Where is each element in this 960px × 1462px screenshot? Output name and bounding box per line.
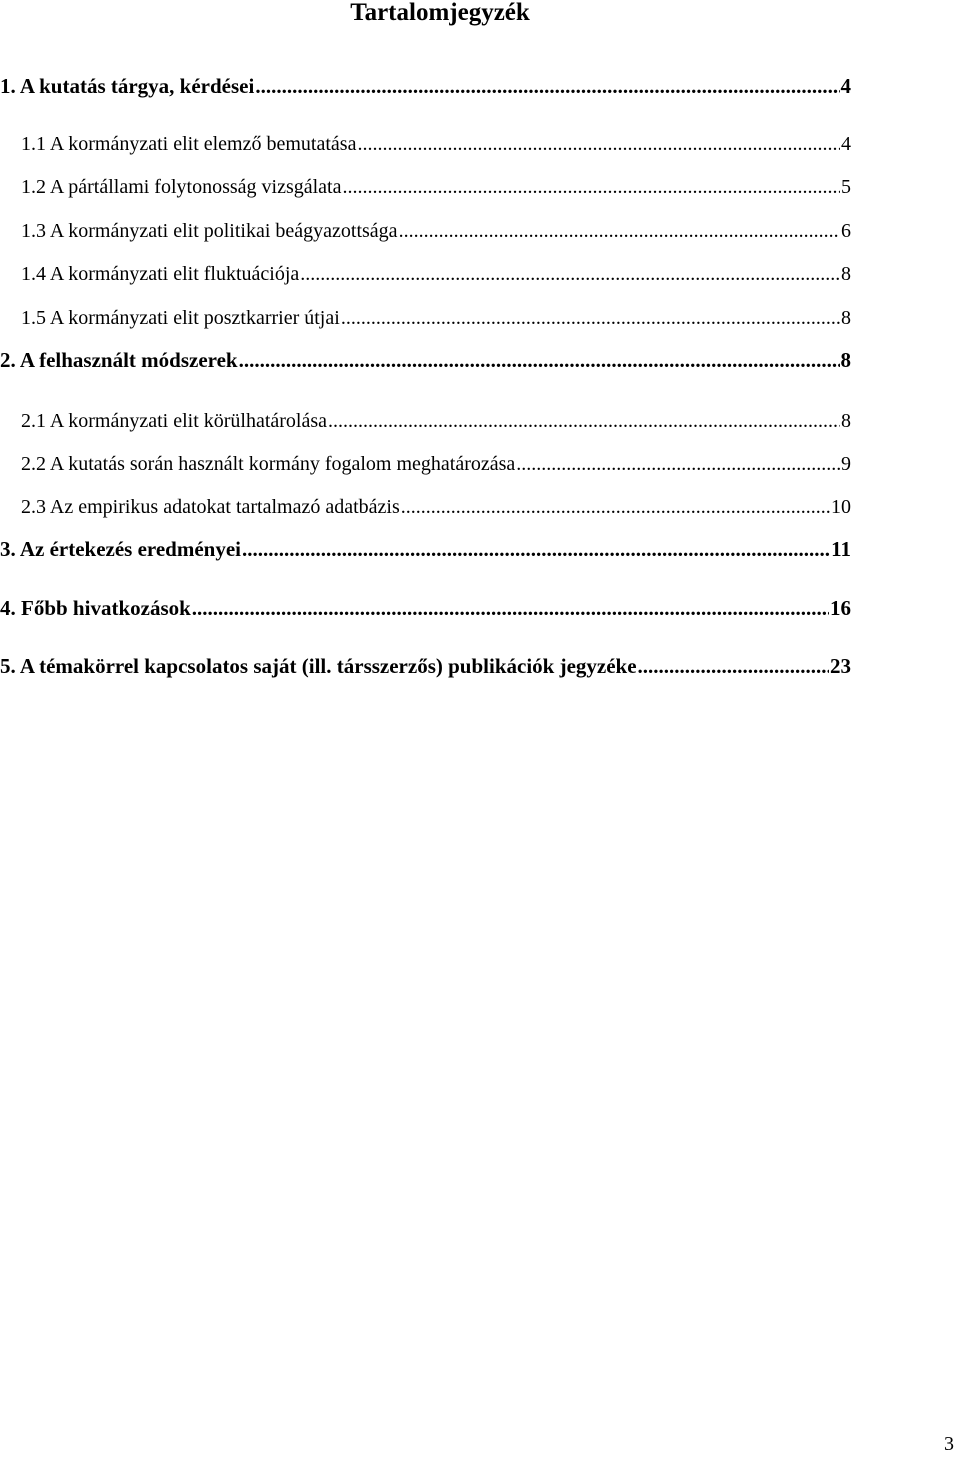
toc-entry-title: 1.4 A kormányzati elit fluktuációja	[21, 263, 300, 285]
toc-entry	[0, 302, 851, 330]
toc-entry-page: 9	[841, 453, 851, 475]
toc-dot-leader	[239, 348, 840, 373]
toc-entry-title: 2.2 A kutatás során használt kormány fogalom meghatározása	[21, 453, 516, 475]
toc-entry	[0, 345, 851, 373]
toc-title: Tartalomjegyzék	[350, 0, 530, 26]
toc-entry	[0, 448, 851, 476]
toc-entry-page: 11	[831, 537, 851, 561]
toc-entry-page: 4	[841, 133, 851, 155]
toc-entry-title: 5. A témakörrel kapcsolatos saját (ill. társszerzős) publikációk jegyzéke	[0, 654, 637, 678]
toc-dot-leader	[300, 263, 840, 286]
toc-entry-title: 4. Főbb hivatkozások	[0, 596, 191, 620]
toc-entry-title: 2.1 A kormányzati elit körülhatárolása	[21, 410, 328, 432]
toc-dot-leader	[242, 537, 830, 562]
toc-entry-page: 10	[831, 496, 851, 518]
toc-entry-title: 1.2 A pártállami folytonosság vizsgálata	[21, 176, 342, 198]
toc-dot-leader	[399, 220, 840, 243]
toc-entry-title: 2.3 Az empirikus adatokat tartalmazó adatbázis	[21, 496, 400, 518]
toc-dot-leader	[192, 596, 829, 621]
toc-entry	[0, 651, 851, 679]
toc-entry	[0, 128, 851, 156]
toc-entry-page: 6	[841, 220, 851, 242]
toc-dot-leader	[341, 307, 840, 330]
toc-entry-title: 1.3 A kormányzati elit politikai beágyazottsága	[21, 220, 398, 242]
toc-dot-leader	[357, 133, 840, 156]
toc-entry	[0, 215, 851, 243]
toc-entry	[0, 258, 851, 286]
toc-entry	[0, 405, 851, 433]
toc-entry-title: 1.1 A kormányzati elit elemző bemutatása	[21, 133, 357, 155]
toc-entry	[0, 593, 851, 621]
toc-dot-leader	[638, 654, 829, 679]
toc-entry-page: 8	[841, 307, 851, 329]
toc-entry-page: 5	[841, 176, 851, 198]
toc-entry-title: 3. Az értekezés eredményei	[0, 537, 242, 561]
toc-entry	[0, 71, 851, 99]
toc-dot-leader	[328, 410, 840, 433]
toc-dot-leader	[401, 496, 830, 519]
toc-entry	[0, 171, 851, 199]
toc-entry-page: 16	[830, 596, 851, 620]
toc-dot-leader	[255, 74, 839, 99]
page-number: 3	[944, 1433, 954, 1455]
toc-entry-title: 2. A felhasznált módszerek	[0, 348, 238, 372]
toc-dot-leader	[516, 453, 840, 476]
toc-entry-page: 8	[841, 410, 851, 432]
toc-entry-page: 8	[841, 263, 851, 285]
toc-entry	[0, 491, 851, 519]
toc-entry-page: 4	[840, 74, 851, 98]
toc-dot-leader	[343, 176, 841, 199]
toc-entry-page: 8	[840, 348, 851, 372]
toc-entry	[0, 534, 851, 562]
toc-entry-title: 1.5 A kormányzati elit posztkarrier útjai	[21, 307, 340, 329]
toc-entry-page: 23	[830, 654, 851, 678]
toc-entry-title: 1. A kutatás tárgya, kérdései	[0, 74, 255, 98]
